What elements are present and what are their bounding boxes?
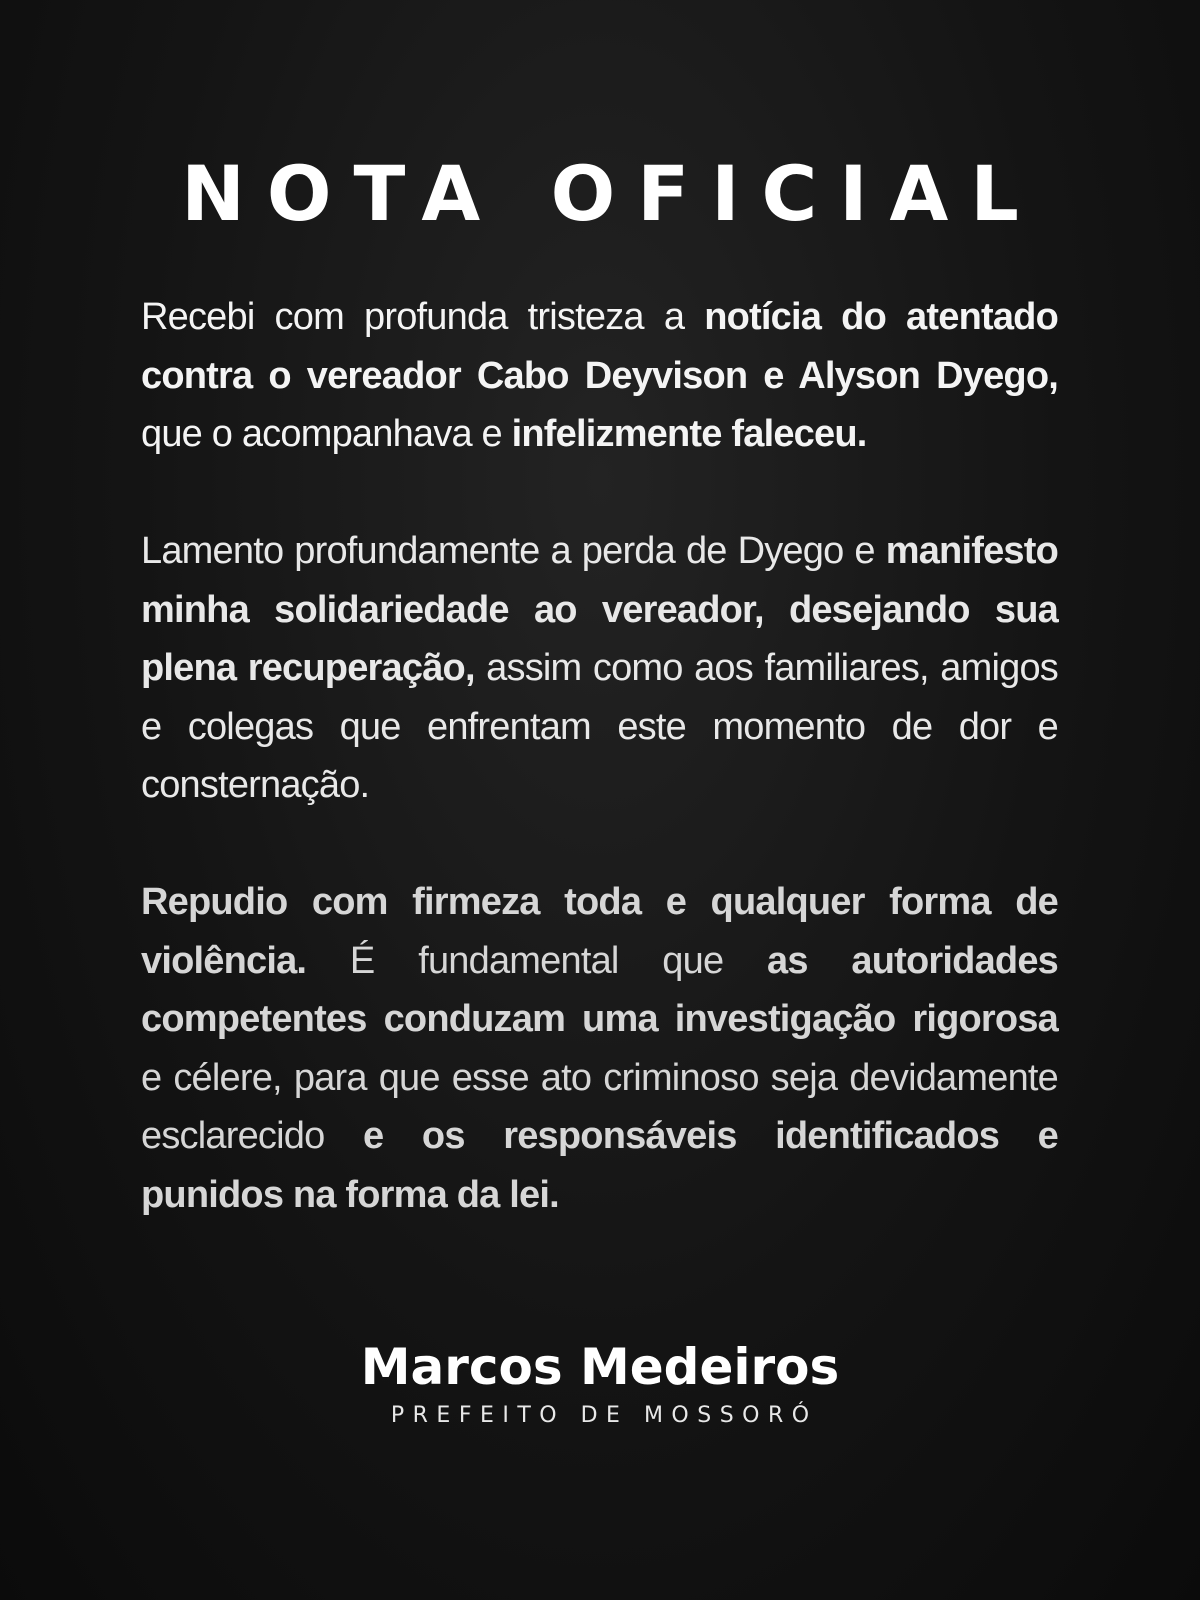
text-segment-bold: e os responsáveis identificados e punidos na forma da lei.	[141, 1115, 1059, 1216]
text-segment-bold: infelizmente faleceu.	[511, 413, 867, 455]
text-segment-bold: notícia do atentado contra o vereador Cabo Deyvison e Alyson Dyego,	[141, 296, 1058, 397]
text-segment: assim como aos familiares, amigos e colegas que enfrentam este momento de dor e consternação.	[141, 647, 1058, 806]
note-body	[141, 288, 1058, 1224]
text-segment: Recebi com profunda tristeza a	[141, 296, 705, 338]
text-segment: É fundamental que	[306, 939, 768, 982]
paragraph-solidarity	[141, 522, 1058, 815]
signature-block	[0, 1340, 1200, 1428]
paragraph-repudiation	[141, 873, 1058, 1224]
text-segment-bold: Repudio com firmeza toda e qualquer forma de violência.	[141, 881, 1058, 982]
text-segment-bold: manifesto minha solidariedade ao vereador, desejando sua plena recuperação,	[141, 530, 1058, 689]
text-segment: e célere, para que esse ato criminoso seja devidamente esclarecido	[141, 1056, 1058, 1157]
signature-name: Marcos Medeiros	[360, 1338, 840, 1396]
text-segment-bold: as autoridades competentes conduzam uma investigação rigorosa	[141, 939, 1058, 1040]
paragraph-condolence	[141, 288, 1058, 464]
text-segment: que o acompanhava e	[141, 413, 512, 455]
signature-role: PREFEITO DE MOSSORÓ	[390, 1403, 818, 1428]
text-segment: Lamento profundamente a perda de Dyego e	[141, 530, 886, 572]
page-title: NOTA OFICIAL	[181, 149, 1041, 238]
